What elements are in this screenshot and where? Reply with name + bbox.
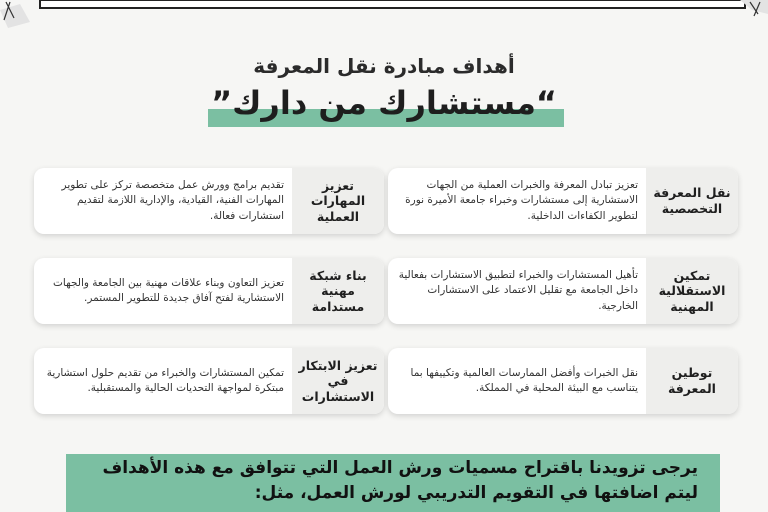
goal-card bbox=[388, 258, 738, 324]
goal-card-label: توطين المعرفة bbox=[646, 348, 738, 414]
goal-card-description: تمكين المستشارات والخبراء من تقديم حلول استشارية مبتكرة لمواجهة التحديات الحالية والمستقبلية. bbox=[46, 366, 284, 394]
goal-card-description: تقديم برامج وورش عمل متخصصة تركز على تطوير المهارات الفنية، القيادية، والإدارية اللازمة لتقديم استشارات فعالة. bbox=[61, 179, 284, 222]
goal-card bbox=[34, 348, 384, 414]
footer-line-1: يرجى تزويدنا باقتراح مسميات ورش العمل التي تتوافق مع هذه الأهداف bbox=[102, 458, 698, 478]
decorative-top-strip bbox=[0, 0, 768, 30]
goal-card-label: تمكين الاستقلالية المهنية bbox=[646, 258, 738, 324]
goal-card-description: نقل الخبرات وأفضل الممارسات العالمية وتكييفها بما يتناسب مع البيئة المحلية في المملكة. bbox=[410, 366, 638, 394]
goal-card-label: بناء شبكة مهنية مستدامة bbox=[292, 258, 384, 324]
goal-card-label: نقل المعرفة التخصصية bbox=[646, 168, 738, 234]
goal-card-description: تعزيز تبادل المعرفة والخبرات العملية من الجهات الاستشارية إلى مستشارات وخبراء جامعة الأميرة نورة لتطوير الكفاءات الداخلية. bbox=[405, 179, 638, 222]
goal-card-label: تعزيز المهارات العملية bbox=[292, 168, 384, 234]
goal-card-description: تأهيل المستشارات والخبراء لتطبيق الاستشارات بفعالية داخل الجامعة مع تقليل الاعتماد على الاستشارات الخارجية. bbox=[398, 269, 638, 312]
page-title: “مستشارك من دارك” bbox=[211, 84, 557, 122]
footer-line-2: ليتم اضافتها في التقويم التدريبي لورش العمل، مثل: bbox=[254, 482, 698, 503]
goal-card bbox=[34, 168, 384, 234]
page-subtitle: أهداف مبادرة نقل المعرفة bbox=[253, 54, 515, 78]
goal-card-description: تعزيز التعاون وبناء علاقات مهنية بين الجامعة والجهات الاستشارية لفتح آفاق جديدة للتطوير المستمر. bbox=[53, 276, 284, 304]
goal-card bbox=[34, 258, 384, 324]
goal-card bbox=[388, 168, 738, 234]
footer-note bbox=[58, 456, 698, 505]
goal-card-label: تعزيز الابتكار في الاستشارات bbox=[292, 348, 384, 414]
goal-card bbox=[388, 348, 738, 414]
